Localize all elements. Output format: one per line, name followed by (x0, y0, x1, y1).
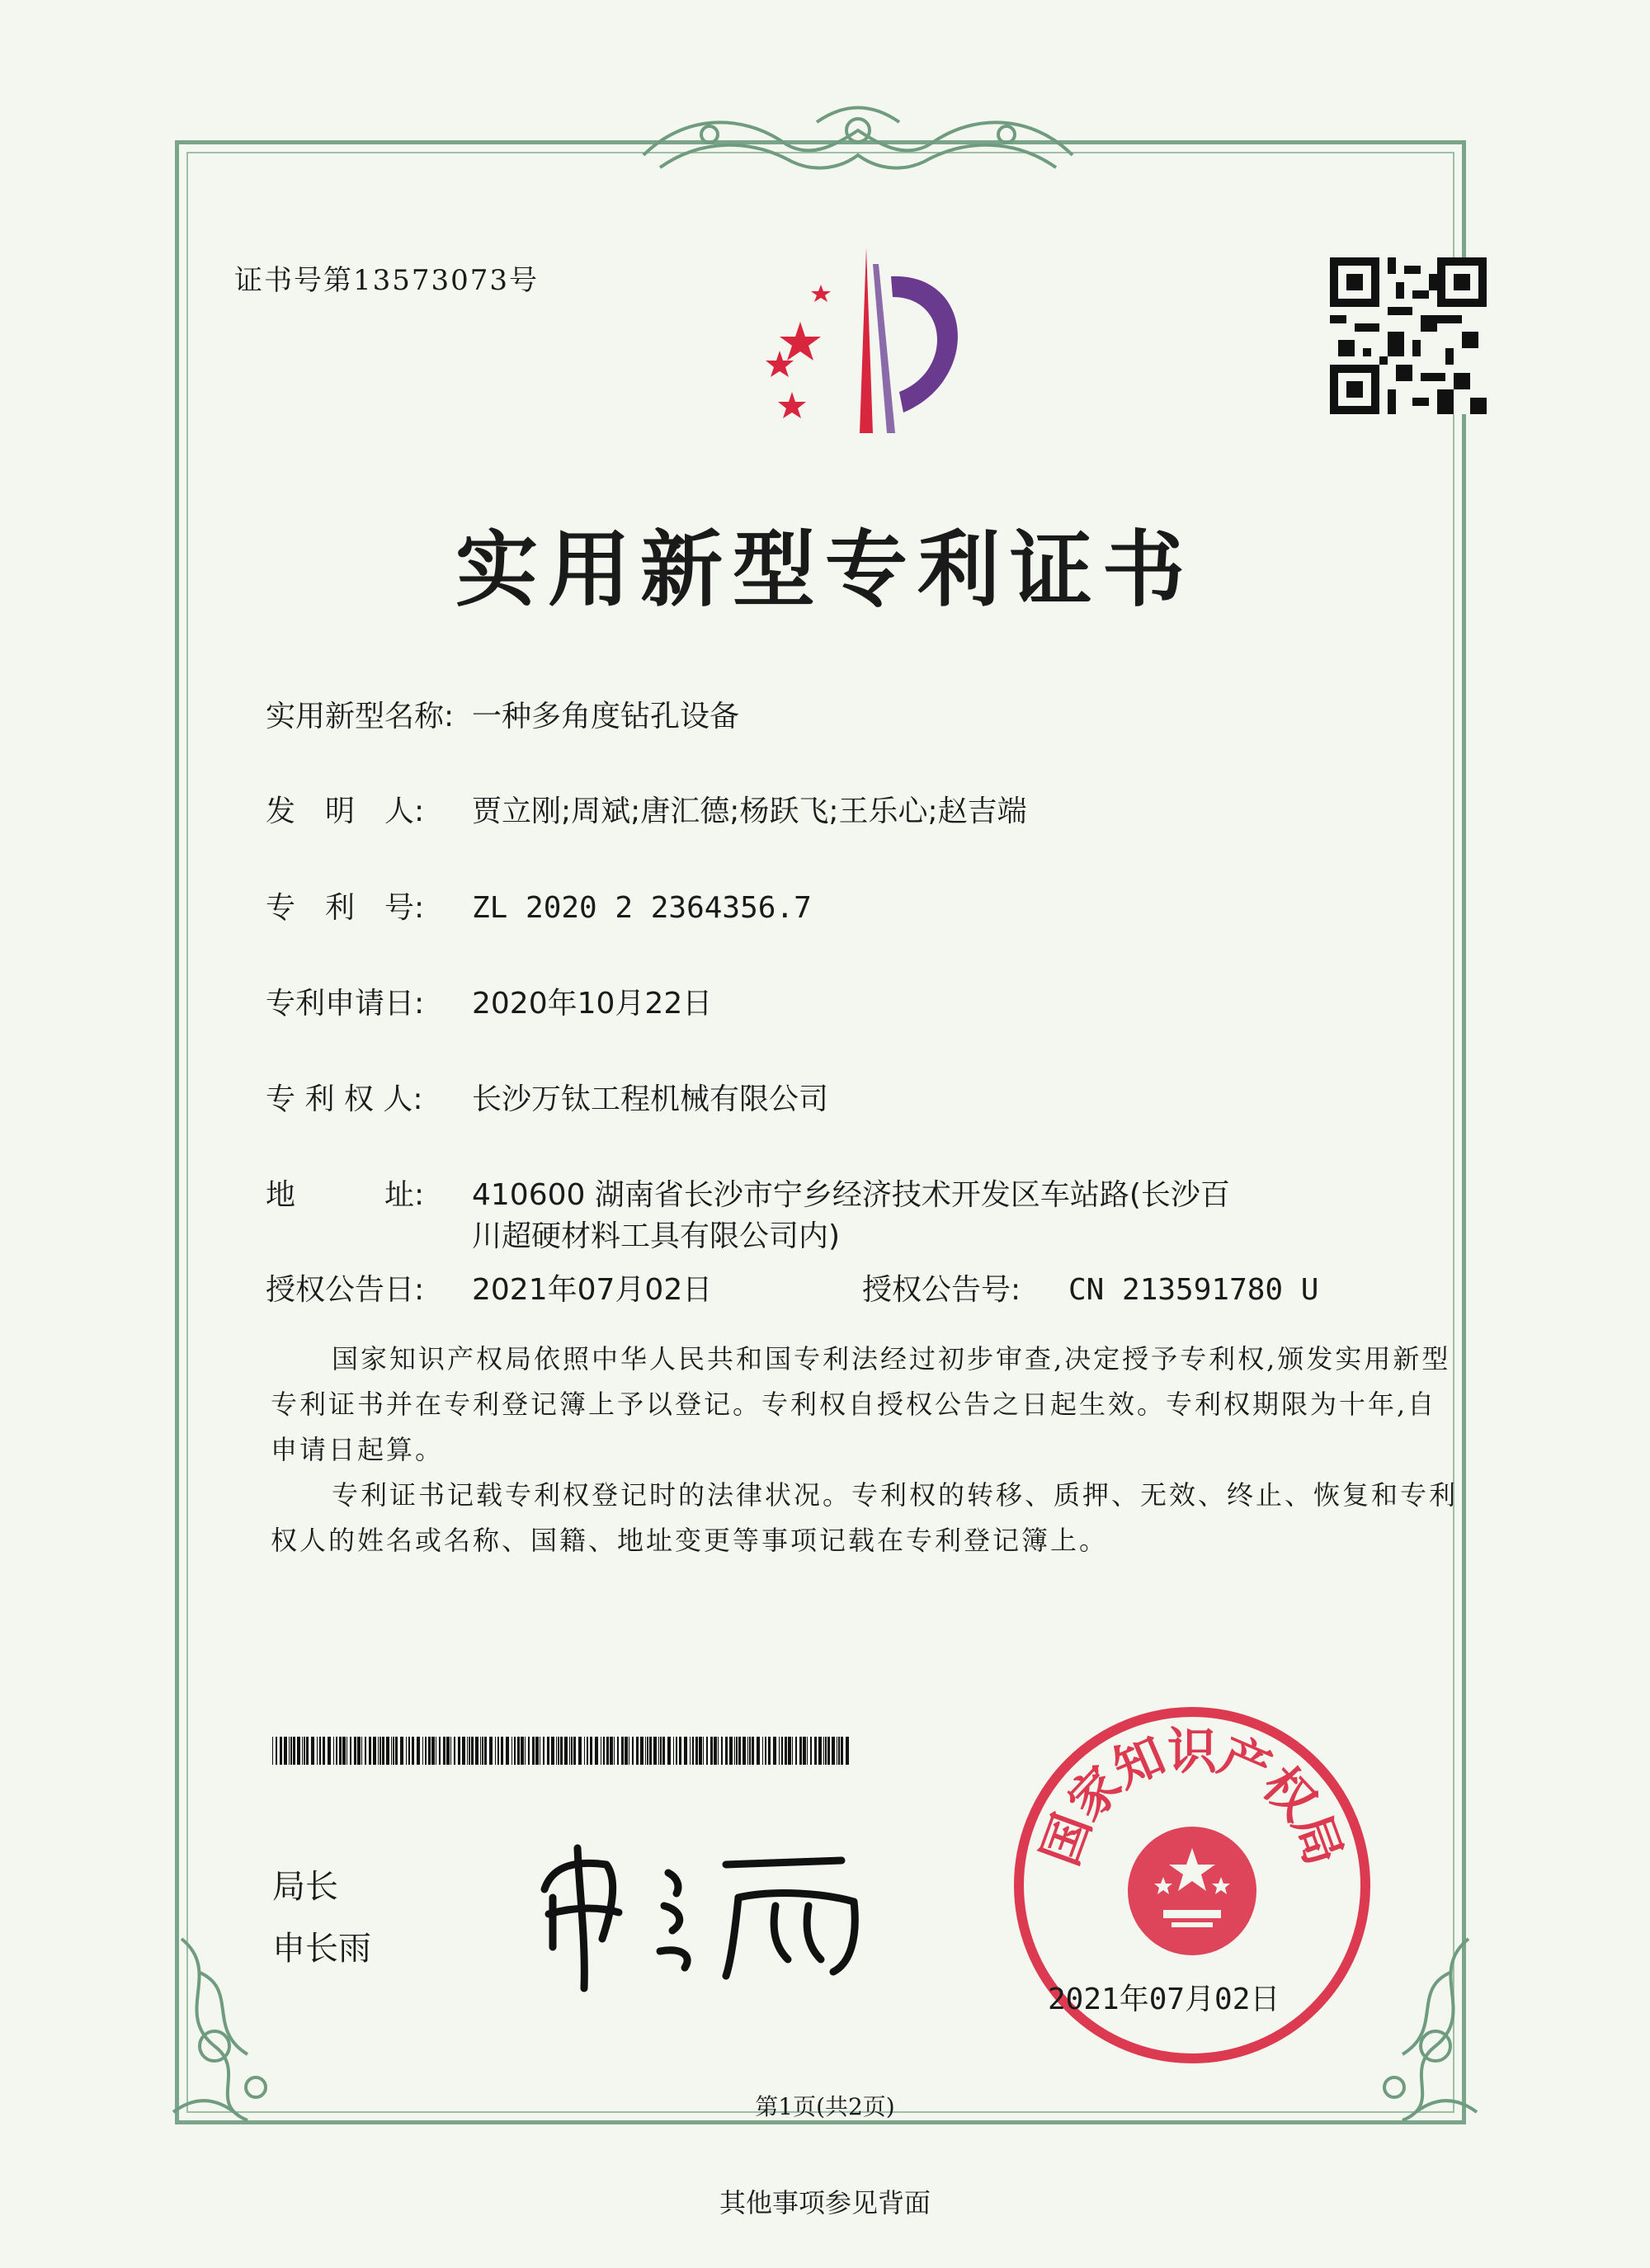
field-label: 地 址: (266, 1178, 425, 1212)
field-value: 一种多角度钻孔设备 (472, 700, 740, 733)
seal-character: 国 (1031, 1806, 1103, 1873)
signer-name: 申长雨 (272, 1930, 371, 1968)
seal-character: 识 (1167, 1723, 1217, 1781)
qr-code (1330, 257, 1487, 414)
page-indicator: 第1页(共2页) (755, 2093, 895, 2120)
cnipa-logo (742, 248, 982, 446)
field-label: 授权公告号: (862, 1273, 1021, 1307)
field-inventor (266, 788, 1027, 830)
field-application-date (266, 980, 712, 1022)
seal-character: 知 (1105, 1726, 1174, 1799)
field-label: 专利申请日: (266, 987, 425, 1021)
field-label: 发 明 人: (266, 795, 425, 828)
field-value: 贾立刚;周斌;唐汇德;杨跃飞;王乐心;赵吉端 (472, 795, 1027, 828)
barcode (272, 1737, 850, 1765)
field-publication-date (266, 1266, 712, 1308)
handwritten-signature (528, 1815, 874, 1997)
top-ornament (627, 97, 1089, 188)
field-value: 410600 湖南省长沙市宁乡经济技术开发区车站路(长沙百 (472, 1178, 1230, 1212)
seal-character: 局 (1281, 1806, 1353, 1873)
seal-character: 产 (1210, 1726, 1280, 1799)
field-patentee (266, 1076, 828, 1118)
field-value: ZL 2020 2 2364356.7 (472, 891, 812, 925)
field-value: 2021年07月02日 (472, 1273, 713, 1307)
notice-paragraph-2: 专利证书记载专利权登记时的法律状况。专利权的转移、质押、无效、终止、恢复和专利权人的姓名或名称、国籍、地址变更等事项记载在专利登记簿上。 (271, 1479, 1459, 1556)
certificate-title: 实用新型专利证书 (455, 521, 1195, 618)
field-label: 专 利 权 人: (266, 1082, 423, 1116)
field-patent-number (266, 884, 812, 927)
field-value: CN 213591780 U (1068, 1273, 1319, 1307)
field-label: 专 利 号: (266, 891, 425, 925)
signer-title: 局长 (272, 1868, 338, 1906)
seal-character: 权 (1251, 1756, 1327, 1832)
field-label: 授权公告日: (266, 1273, 425, 1307)
seal-date: 2021年07月02日 (1048, 1983, 1280, 2016)
seal-character: 家 (1057, 1756, 1134, 1832)
notice-paragraph-1: 国家知识产权局依照中华人民共和国专利法经过初步审查,决定授予专利权,颁发实用新型专利证书并在专利登记簿上予以登记。专利权自授权公告之日起生效。专利权期限为十年,自申请日起算。 (271, 1343, 1451, 1465)
field-value: 2020年10月22日 (472, 987, 713, 1021)
field-label: 实用新型名称: (266, 700, 455, 733)
field-value: 长沙万钛工程机械有限公司 (472, 1082, 829, 1116)
back-note: 其他事项参见背面 (719, 2187, 931, 2218)
field-utility-model-name (266, 693, 739, 735)
field-address (266, 1172, 1230, 1214)
national-emblem (1128, 1827, 1256, 1955)
field-address-line2: 川超硬材料工具有限公司内) (472, 1219, 841, 1253)
certificate-number: 证书号第13573073号 (234, 264, 540, 297)
field-publication-number (862, 1266, 1318, 1308)
